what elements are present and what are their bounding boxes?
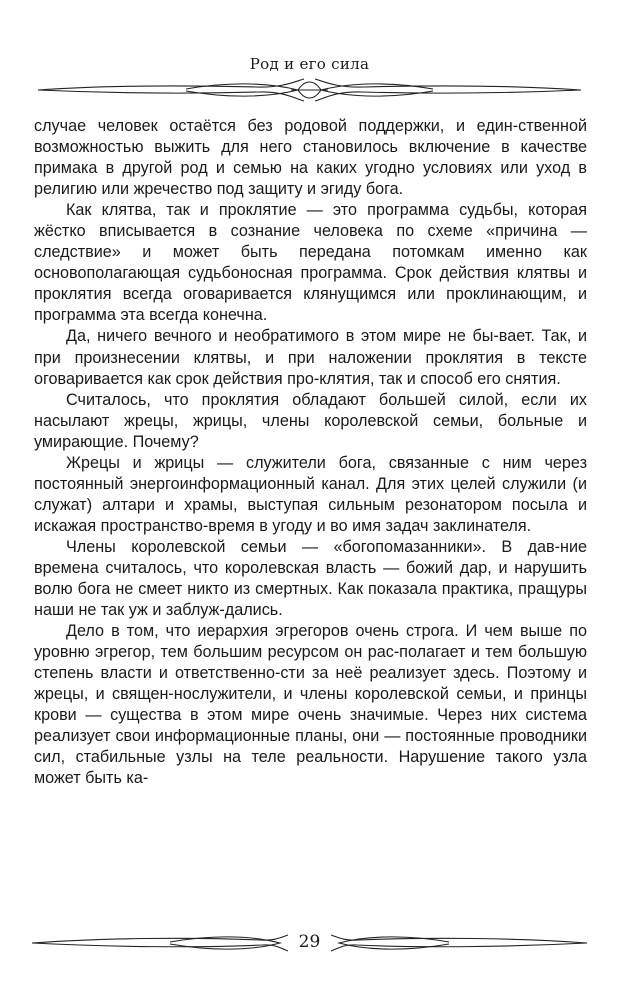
body-text (34, 116, 587, 790)
header-ornament (36, 76, 583, 104)
page-footer (30, 930, 589, 956)
paragraph-1: случае человек остаётся без родовой поддержки, и един-ственной возможностью выжить для него становилось включение в качестве примака в другой род и семью на каких угодно условиях или уход в религию или жречество под защиту и эгиду бога. (34, 117, 587, 199)
running-head: Род и его сила (249, 55, 370, 73)
paragraph-2: Как клятва, так и проклятие — это программа судьбы, которая жёстко вписывается в сознание человека по схеме «причина — следствие» и может быть передана потомкам именно как основополагающая судьбоносная программа. Срок действия клятвы и проклятия всегда оговаривается клянущимся или проклинающим, и программа эта всегда конечна. (34, 201, 587, 325)
paragraph-3: Да, ничего вечного и необратимого в этом мире не бы-вает. Так, и при произнесении клятвы, и при наложении проклятия в тексте оговаривается как срок действия про-клятия, так и способ его снятия. (34, 327, 587, 388)
page-number: 29 (298, 932, 321, 952)
paragraph-5: Жрецы и жрицы — служители бога, связанные с ним через постоянный энергоинформационный канал. Для этих целей служили (и служат) алтари и храмы, выступая сильным резонатором посыла и искажая пространство-время в угоду и во имя задач заклинателя. (34, 453, 587, 535)
paragraph-7: Дело в том, что иерархия эгрегоров очень строга. И чем выше по уровню эгрегор, тем большим ресурсом он рас-полагает и тем большую степень власти и ответственно-сти за неё реализует здесь. Поэтому и жрецы, и священ-нослужители, и члены королевской семьи, и принцы крови — существа в этом мире очень значимые. Через них система реализует свои информационные планы, они — постоянные проводники сил, стабильные узлы на теле реальности. Нарушение такого узла может быть ка- (34, 622, 587, 788)
paragraph-4: Считалось, что проклятия обладают большей силой, если их насылают жрецы, жрицы, члены королевской семьи, больные и умирающие. Почему? (34, 390, 587, 451)
paragraph-6: Члены королевской семьи — «богопомазанники». В дав-ние времена считалось, что королевская власть — божий дар, и нарушить волю бога не смеет никто из смертных. Как показала практика, пращуры наши не так уж и заблуж-дались. (34, 537, 587, 620)
